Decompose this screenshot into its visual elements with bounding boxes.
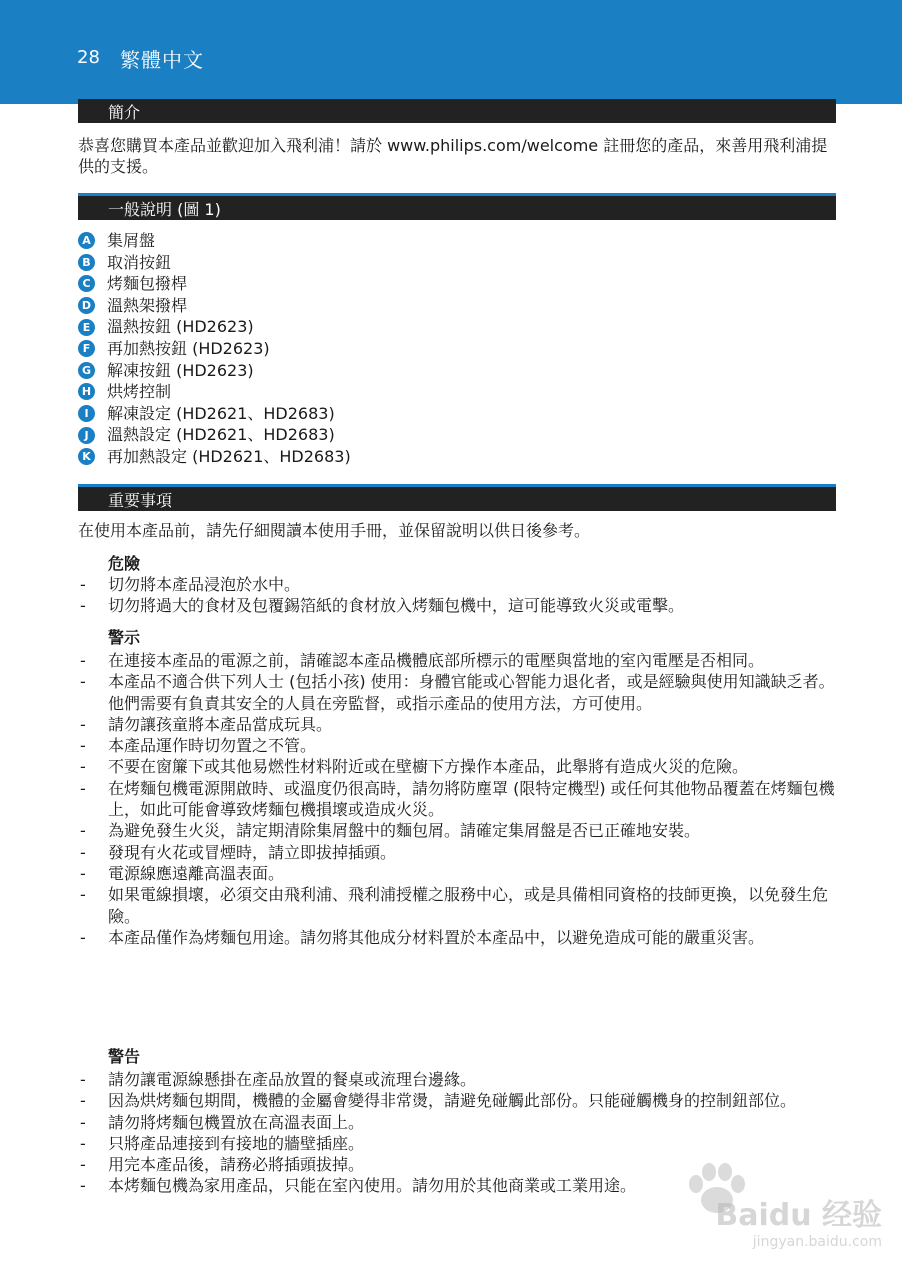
list-item-text: 請勿讓電源線懸掛在產品放置的餐桌或流理台邊緣。	[108, 1070, 477, 1089]
list-item-text: 為避免發生火災，請定期清除集屑盤中的麵包屑。請確定集屑盤是否已正確地安裝。	[108, 821, 701, 841]
list-item	[78, 756, 838, 777]
warning-list	[78, 650, 838, 948]
bullet-dash: -	[80, 1155, 86, 1175]
part-letter-badge: B	[78, 254, 95, 271]
list-item-text: 發現有火花或冒煙時，請立即拔掉插頭。	[108, 842, 397, 862]
bullet-dash: -	[80, 927, 86, 947]
list-item	[78, 884, 838, 927]
part-item	[78, 230, 351, 252]
part-item	[78, 360, 351, 382]
list-item-text: 在連接本產品的電源之前，請確認本產品機體底部所標示的電壓與當地的室內電壓是否相同。	[108, 651, 765, 670]
caution-heading: 警告	[108, 1047, 141, 1066]
part-item	[78, 446, 351, 468]
part-label: 解凍按鈕 (HD2623)	[107, 360, 254, 380]
list-item	[78, 1090, 838, 1111]
part-label: 集屑盤	[107, 231, 156, 250]
bullet-dash: -	[80, 651, 86, 670]
part-label: 再加熱設定 (HD2621、HD2683)	[107, 446, 351, 466]
section-title-intro: 簡介	[78, 96, 836, 123]
part-item	[78, 316, 351, 338]
list-item	[78, 1112, 838, 1133]
part-letter-badge: G	[78, 362, 95, 379]
part-label: 烤麵包撥桿	[107, 274, 188, 294]
danger-heading: 危險	[108, 554, 141, 573]
bullet-dash: -	[80, 736, 86, 756]
bullet-dash: -	[80, 1091, 86, 1111]
part-item	[78, 424, 351, 446]
warning-heading: 警示	[108, 628, 141, 647]
bullet-dash: -	[80, 885, 86, 905]
bullet-dash: -	[80, 672, 86, 692]
list-item-text: 本產品運作時切勿置之不管。	[108, 736, 317, 756]
important-intro: 在使用本產品前，請先仔細閱讀本使用手冊，並保留說明以供日後參考。	[78, 521, 591, 540]
part-item	[78, 252, 351, 274]
bullet-dash: -	[80, 821, 86, 841]
list-item-text: 電源線應遠離高溫表面。	[108, 863, 285, 883]
list-item	[78, 574, 838, 595]
list-item	[78, 820, 838, 841]
part-label: 烘烤控制	[107, 382, 172, 402]
part-label: 取消按鈕	[107, 252, 172, 272]
part-item	[78, 273, 351, 295]
list-item-text: 只將產品連接到有接地的牆壁插座。	[108, 1133, 365, 1153]
bullet-dash: -	[80, 842, 86, 862]
part-label: 解凍設定 (HD2621、HD2683)	[107, 403, 335, 423]
bullet-dash: -	[80, 1133, 86, 1153]
list-item-text: 因為烘烤麵包期間，機體的金屬會變得非常燙，請避免碰觸此部份。只能碰觸機身的控制鈕部位。	[108, 1091, 797, 1111]
part-item	[78, 381, 351, 403]
intro-paragraph: 恭喜您購買本產品並歡迎加入飛利浦！請於 www.philips.com/welcome 註冊您的產品，來善用飛利浦提供的支援。	[78, 136, 828, 176]
list-item-text: 本烤麵包機為家用產品，只能在室內使用。請勿用於其他商業或工業用途。	[108, 1176, 637, 1196]
language-title: 繁體中文	[120, 48, 204, 72]
list-item-text: 如果電線損壞，必須交由飛利浦、飛利浦授權之服務中心，或是具備相同資格的技師更換，以免發生危險。	[108, 885, 829, 926]
list-item-text: 本產品僅作為烤麵包用途。請勿將其他成分材料置於本產品中，以避免造成可能的嚴重災害。	[108, 927, 765, 947]
page-number: 28	[77, 47, 100, 68]
part-letter-badge: H	[78, 383, 95, 400]
parts-list	[78, 230, 351, 468]
list-item-text: 切勿將過大的食材及包覆錫箔紙的食材放入烤麵包機中，這可能導致火災或電擊。	[108, 596, 685, 616]
list-item-text: 不要在窗簾下或其他易燃性材料附近或在壁櫥下方操作本產品，此舉將有造成火災的危險。	[108, 757, 749, 777]
part-letter-badge: K	[78, 448, 95, 465]
part-item	[78, 403, 351, 425]
bullet-dash: -	[80, 1176, 86, 1196]
list-item-text: 請勿讓孩童將本產品當成玩具。	[108, 714, 333, 734]
list-item-text: 用完本產品後，請務必將插頭拔掉。	[108, 1155, 365, 1175]
part-letter-badge: I	[78, 405, 95, 422]
watermark	[715, 1190, 882, 1250]
bullet-dash: -	[80, 1112, 86, 1132]
list-item-text: 在烤麵包機電源開啟時、或溫度仍很高時，請勿將防塵罩 (限特定機型) 或任何其他物品覆蓋在烤麵包機上，如此可能會導致烤麵包機損壞或造成火災。	[108, 778, 835, 820]
list-item-text: 請勿將烤麵包機置放在高溫表面上。	[108, 1112, 365, 1132]
list-item	[78, 650, 838, 671]
list-item	[78, 778, 838, 821]
part-label: 溫熱設定 (HD2621、HD2683)	[107, 425, 335, 445]
bullet-dash: -	[80, 1070, 86, 1089]
part-item	[78, 338, 351, 360]
part-letter-badge: D	[78, 297, 95, 314]
list-item	[78, 927, 838, 948]
list-item	[78, 714, 838, 735]
danger-list	[78, 574, 838, 617]
list-item	[78, 863, 838, 884]
bullet-dash: -	[80, 757, 86, 777]
section-title-important: 重要事項	[78, 484, 836, 511]
section-title-general: 一般說明 (圖 1)	[78, 193, 836, 220]
part-letter-badge: F	[78, 340, 95, 357]
part-item	[78, 295, 351, 317]
list-item	[78, 1133, 838, 1154]
page-header-bar	[0, 0, 902, 104]
watermark-brand: Baidu 经验	[715, 1198, 882, 1233]
list-item-text: 切勿將本產品浸泡於水中。	[108, 575, 301, 594]
list-item	[78, 595, 838, 616]
list-item	[78, 1069, 838, 1090]
bullet-dash: -	[80, 596, 86, 616]
bullet-dash: -	[80, 714, 86, 734]
list-item-text: 本產品不適合供下列人士 (包括小孩) 使用：身體官能或心智能力退化者，或是經驗與使用知識缺乏者。他們需要有負責其安全的人員在旁監督，或指示產品的使用方法，方可使用。	[108, 672, 835, 713]
bullet-dash: -	[80, 575, 86, 594]
part-label: 再加熱按鈕 (HD2623)	[107, 338, 270, 358]
list-item	[78, 735, 838, 756]
part-letter-badge: C	[78, 275, 95, 292]
part-letter-badge: E	[78, 319, 95, 336]
part-label: 溫熱架撥桿	[107, 295, 188, 315]
part-letter-badge: J	[78, 427, 95, 444]
bullet-dash: -	[80, 863, 86, 883]
part-label: 溫熱按鈕 (HD2623)	[107, 317, 254, 337]
list-item	[78, 842, 838, 863]
list-item	[78, 671, 838, 714]
watermark-url: jingyan.baidu.com	[752, 1234, 882, 1250]
bullet-dash: -	[80, 778, 86, 798]
part-letter-badge: A	[78, 232, 95, 249]
